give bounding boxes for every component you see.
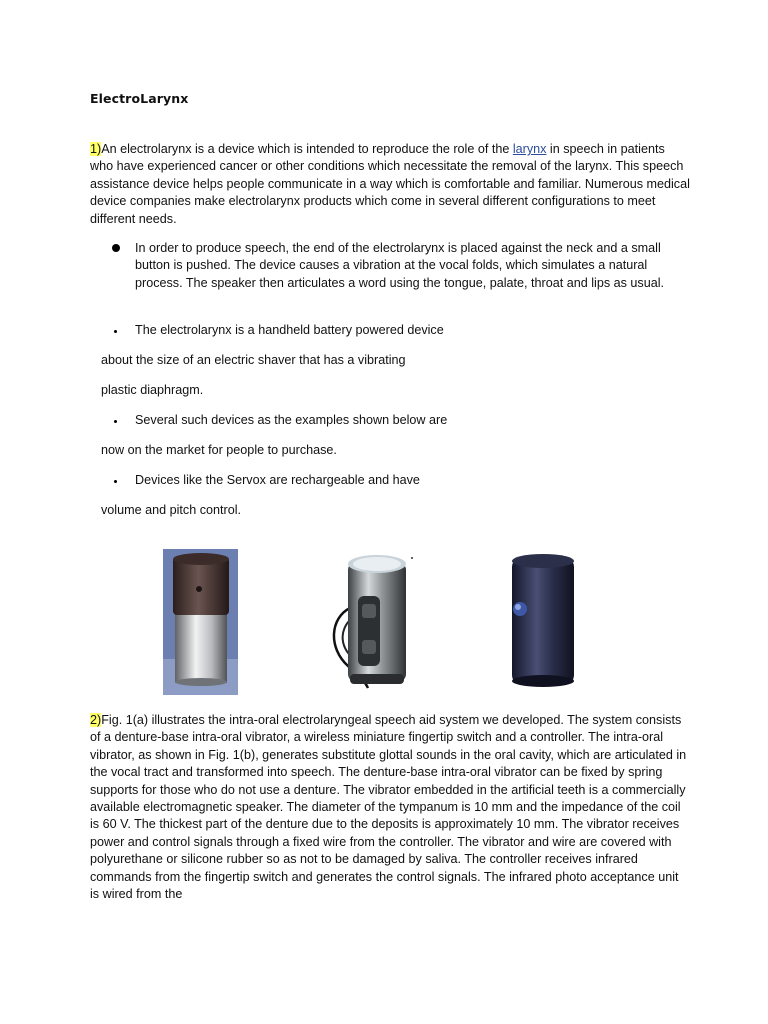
- paragraph-1-marker: 1): [90, 142, 102, 156]
- electrolarynx-photo-2: [328, 548, 414, 695]
- paragraph-2-marker: 2): [90, 713, 102, 727]
- bullet-item-4-line-2: volume and pitch control.: [101, 503, 242, 517]
- bullet-item-3-line-1: Several such devices as the examples shown below are: [135, 413, 448, 427]
- bullet-item-3-line-2: now on the market for people to purchase.: [101, 443, 337, 457]
- bullet-small-dot-icon: [114, 480, 117, 483]
- paragraph-1-text-start: An electrolarynx is a device which is intended to reproduce the role of the: [101, 142, 513, 156]
- bullet-small-dot-icon: [114, 330, 117, 333]
- paragraph-1-text-end: in speech in patients who have experienced cancer or other conditions which necessitate the removal of the larynx. This speech assistance device helps people communicate in a way which is comfortable and familiar. Numerous medical device companies make electrolarynx products which come in several different configurations to meet different needs.: [90, 142, 690, 226]
- paragraph-2-text: Fig. 1(a) illustrates the intra-oral electrolaryngeal speech aid system we developed. The system consists of a denture-base intra-oral vibrator, a wireless miniature fingertip switch and a controller. The intra-oral vibrator, as shown in Fig. 1(b), generates substitute glottal sounds in the oral cavity, which are articulated in the vocal tract and transformed into speech. The denture-base intra-oral vibrator can be fixed by spring supports for those who do not use a denture. The vibrator embedded in the artificial teeth is a commercially available electromagnetic speaker. The diameter of the tympanum is 10 mm and the impedance of the coil is 60 V. The thickest part of the denture due to the deposits is approximately 10 mm. The vibrator receives power and control signals through a fixed wire from the controller. The vibrator and wire are covered with polyurethane or silicone rubber so as not to be damaged by saliva. The controller receives infrared commands from the fingertip switch and generates the control signals. The infrared photo acceptance unit is wired from the: [90, 713, 687, 902]
- bullet-item-2-line-2: about the size of an electric shaver that has a vibrating: [101, 353, 406, 367]
- electrolarynx-photo-3: [500, 549, 587, 695]
- bullet-dot-icon: [112, 244, 120, 252]
- bullet-item-4-line-1: Devices like the Servox are rechargeable and have: [135, 473, 420, 487]
- paragraph-2: [90, 712, 690, 903]
- paragraph-1: [90, 141, 690, 228]
- electrolarynx-photo-1: [163, 549, 238, 695]
- bullet-small-dot-icon: [114, 420, 117, 423]
- document-title: ElectroLarynx: [90, 91, 189, 106]
- larynx-link[interactable]: larynx: [512, 142, 547, 156]
- bullet-item-2-line-1: The electrolarynx is a handheld battery powered device: [135, 323, 444, 337]
- bullet-item-1: In order to produce speech, the end of the electrolarynx is placed against the neck and a small button is pushed. The device causes a vibration at the vocal folds, which simulates a natural process. The speaker then articulates a word using the tongue, palate, throat and lips as usual.: [135, 241, 665, 290]
- bullet-item-2-line-3: plastic diaphragm.: [101, 383, 204, 397]
